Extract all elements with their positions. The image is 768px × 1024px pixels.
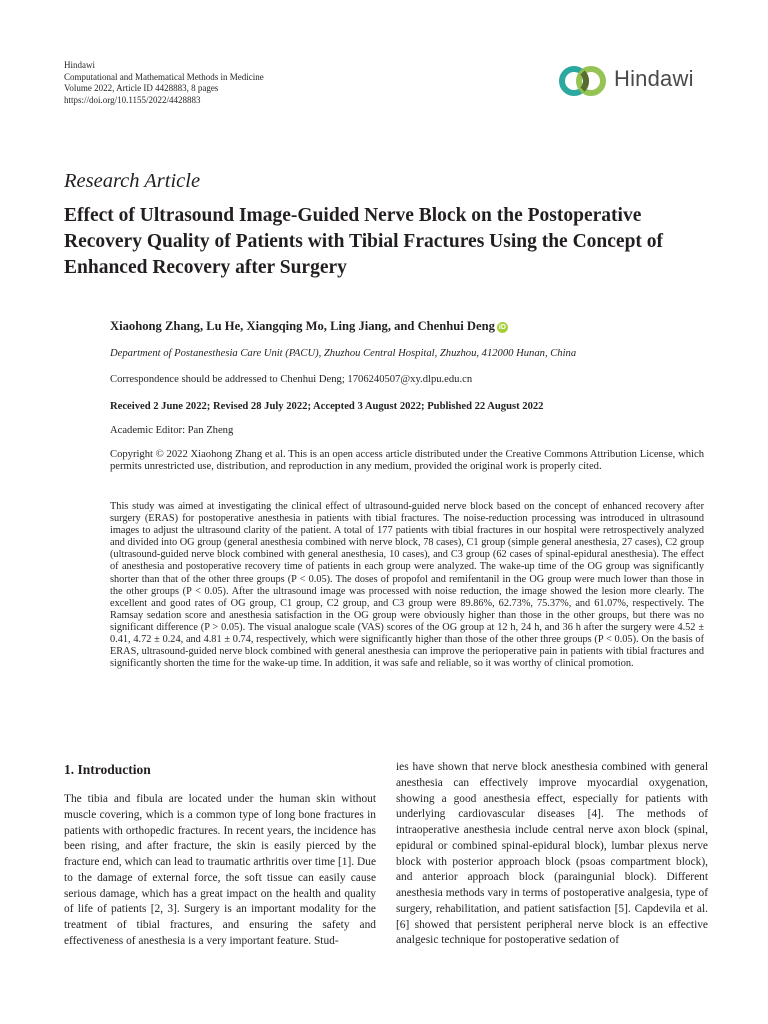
intro-right-column: ies have shown that nerve block anesthesia combined with general anesthesia can effectively improve myocardial oxygenation, showing a good anesthesia effect, especially for patients with underlying cardiovascular diseases [4]. The methods of intraoperative anesthesia include central nerve axon block (spinal, epidural or combined spinal-epidural block), lumbar plexus nerve block with posterior approach block (psoas compartment block), and anterior approach block (paraingunial block). Different anesthesia methods vary in terms of postoperative analgesia, type of surgery, rehabilitation, and patient satisfaction [5]. Capdevila et al. [6] showed that persistent peripheral nerve block is an effective analgesic technique for postoperative sedation of — [396, 761, 708, 947]
article-title: Effect of Ultrasound Image-Guided Nerve Block on the Postoperative Recovery Quality of Patients with Tibial Fractures Using the Concept of Enhanced Recovery after Surgery — [64, 205, 664, 278]
article-type: Research Article — [64, 170, 201, 192]
affiliation: Department of Postanesthesia Care Unit (PACU), Zhuzhou Central Hospital, Zhuzhou, 412000 Hunan, China — [110, 348, 577, 359]
publication-dates: Received 2 June 2022; Revised 28 July 2022; Accepted 3 August 2022; Published 22 August 2022 — [110, 401, 544, 412]
journal-info — [64, 60, 264, 106]
volume-line: Volume 2022, Article ID 4428883, 8 pages — [64, 83, 219, 93]
abstract: This study was aimed at investigating the clinical effect of ultrasound-guided nerve block based on the concept of enhanced recovery after surgery (ERAS) for postoperative anesthesia in patients with tibial fractures. The noise-reduction processing was introduced in ultrasound images to adjust the ultrasound clarity of the patient. A total of 177 patients with tibial fractures in our hospital were retrospectively analyzed and divided into OG group (general anesthesia combined with nerve block, 78 cases), C1 group (simple general anesthesia, 27 cases), C2 group (ultrasound-guided nerve block combined with general anesthesia, 10 cases), and C3 group (62 cases of spinal-epidural anesthesia). The effect of anesthesia and postoperative recovery time of patients in each group were analyzed. The wake-up time of the OG group was significantly shorter than that of the other three groups (P < 0.05). The doses of propofol and remifentanil in the OG group were much lower than those in the other groups (P < 0.05). After the ultrasound image was processed with noise reduction, the image showed the lesion more clearly. The excellent and good rates of OG group, C1 group, C2 group, and C3 group were 89.86%, 62.73%, 75.37%, and 61.07%, respectively. The Ramsay sedation score and anesthesia satisfaction in the OG group were obviously higher than those in the other groups, but there was no significant difference (P > 0.05). The visual analogue scale (VAS) scores of the OG group at 12 h, 24 h, and 36 h after the surgery were 4.52 ± 0.41, 4.72 ± 0.24, and 4.81 ± 0.74, respectively, which were significantly higher than those of the other three groups (P < 0.05). On the basis of ERAS, ultrasound-guided nerve block combined with general anesthesia can improve the perioperative pain in patients with tibial fractures and significantly shorten the time for the wake-up time. In addition, it was safe and reliable, so it was worthy of clinical promotion. — [110, 501, 704, 670]
doi-link[interactable]: https://doi.org/10.1155/2022/4428883 — [64, 94, 201, 105]
publisher-name: Hindawi — [64, 60, 95, 70]
hindawi-logo-text: Hindawi — [614, 66, 694, 91]
journal-name: Computational and Mathematical Methods in Medicine — [64, 71, 264, 82]
copyright-notice: Copyright © 2022 Xiaohong Zhang et al. This is an open access article distributed under the Creative Commons Attribution License, which permits unrestricted use, distribution, and reproduction in any medium, provided the original work is properly cited. — [110, 449, 704, 472]
academic-editor: Academic Editor: Pan Zheng — [110, 425, 234, 436]
authors-text: Xiaohong Zhang, Lu He, Xiangqing Mo, Ling Jiang, and Chenhui Deng — [110, 319, 495, 333]
section-heading-introduction: 1. Introduction — [64, 762, 151, 777]
author-list — [110, 319, 508, 334]
orcid-icon[interactable]: iD — [498, 324, 506, 331]
correspondence: Correspondence should be addressed to Chenhui Deng; 1706240507@xy.dlpu.edu.cn — [110, 374, 473, 385]
intro-left-column: The tibia and fibula are located under the human skin without muscle covering, which is a common type of long bone fractures in patients with orthopedic fractures. In recent years, the incidence has been rising, and after fracture, the skin is easily pierced by the fracture end, which can lead to traumatic arthritis over time [1]. Due to the damage of external force, the soft tissue can easily cause serious damage, which has a great impact on the health and quality of life of patients [2, 3]. Surgery is an important modality for the treatment of tibial fractures, and ensuring the safety and effectiveness of anesthesia is a very important feature. Stud- — [64, 793, 376, 947]
